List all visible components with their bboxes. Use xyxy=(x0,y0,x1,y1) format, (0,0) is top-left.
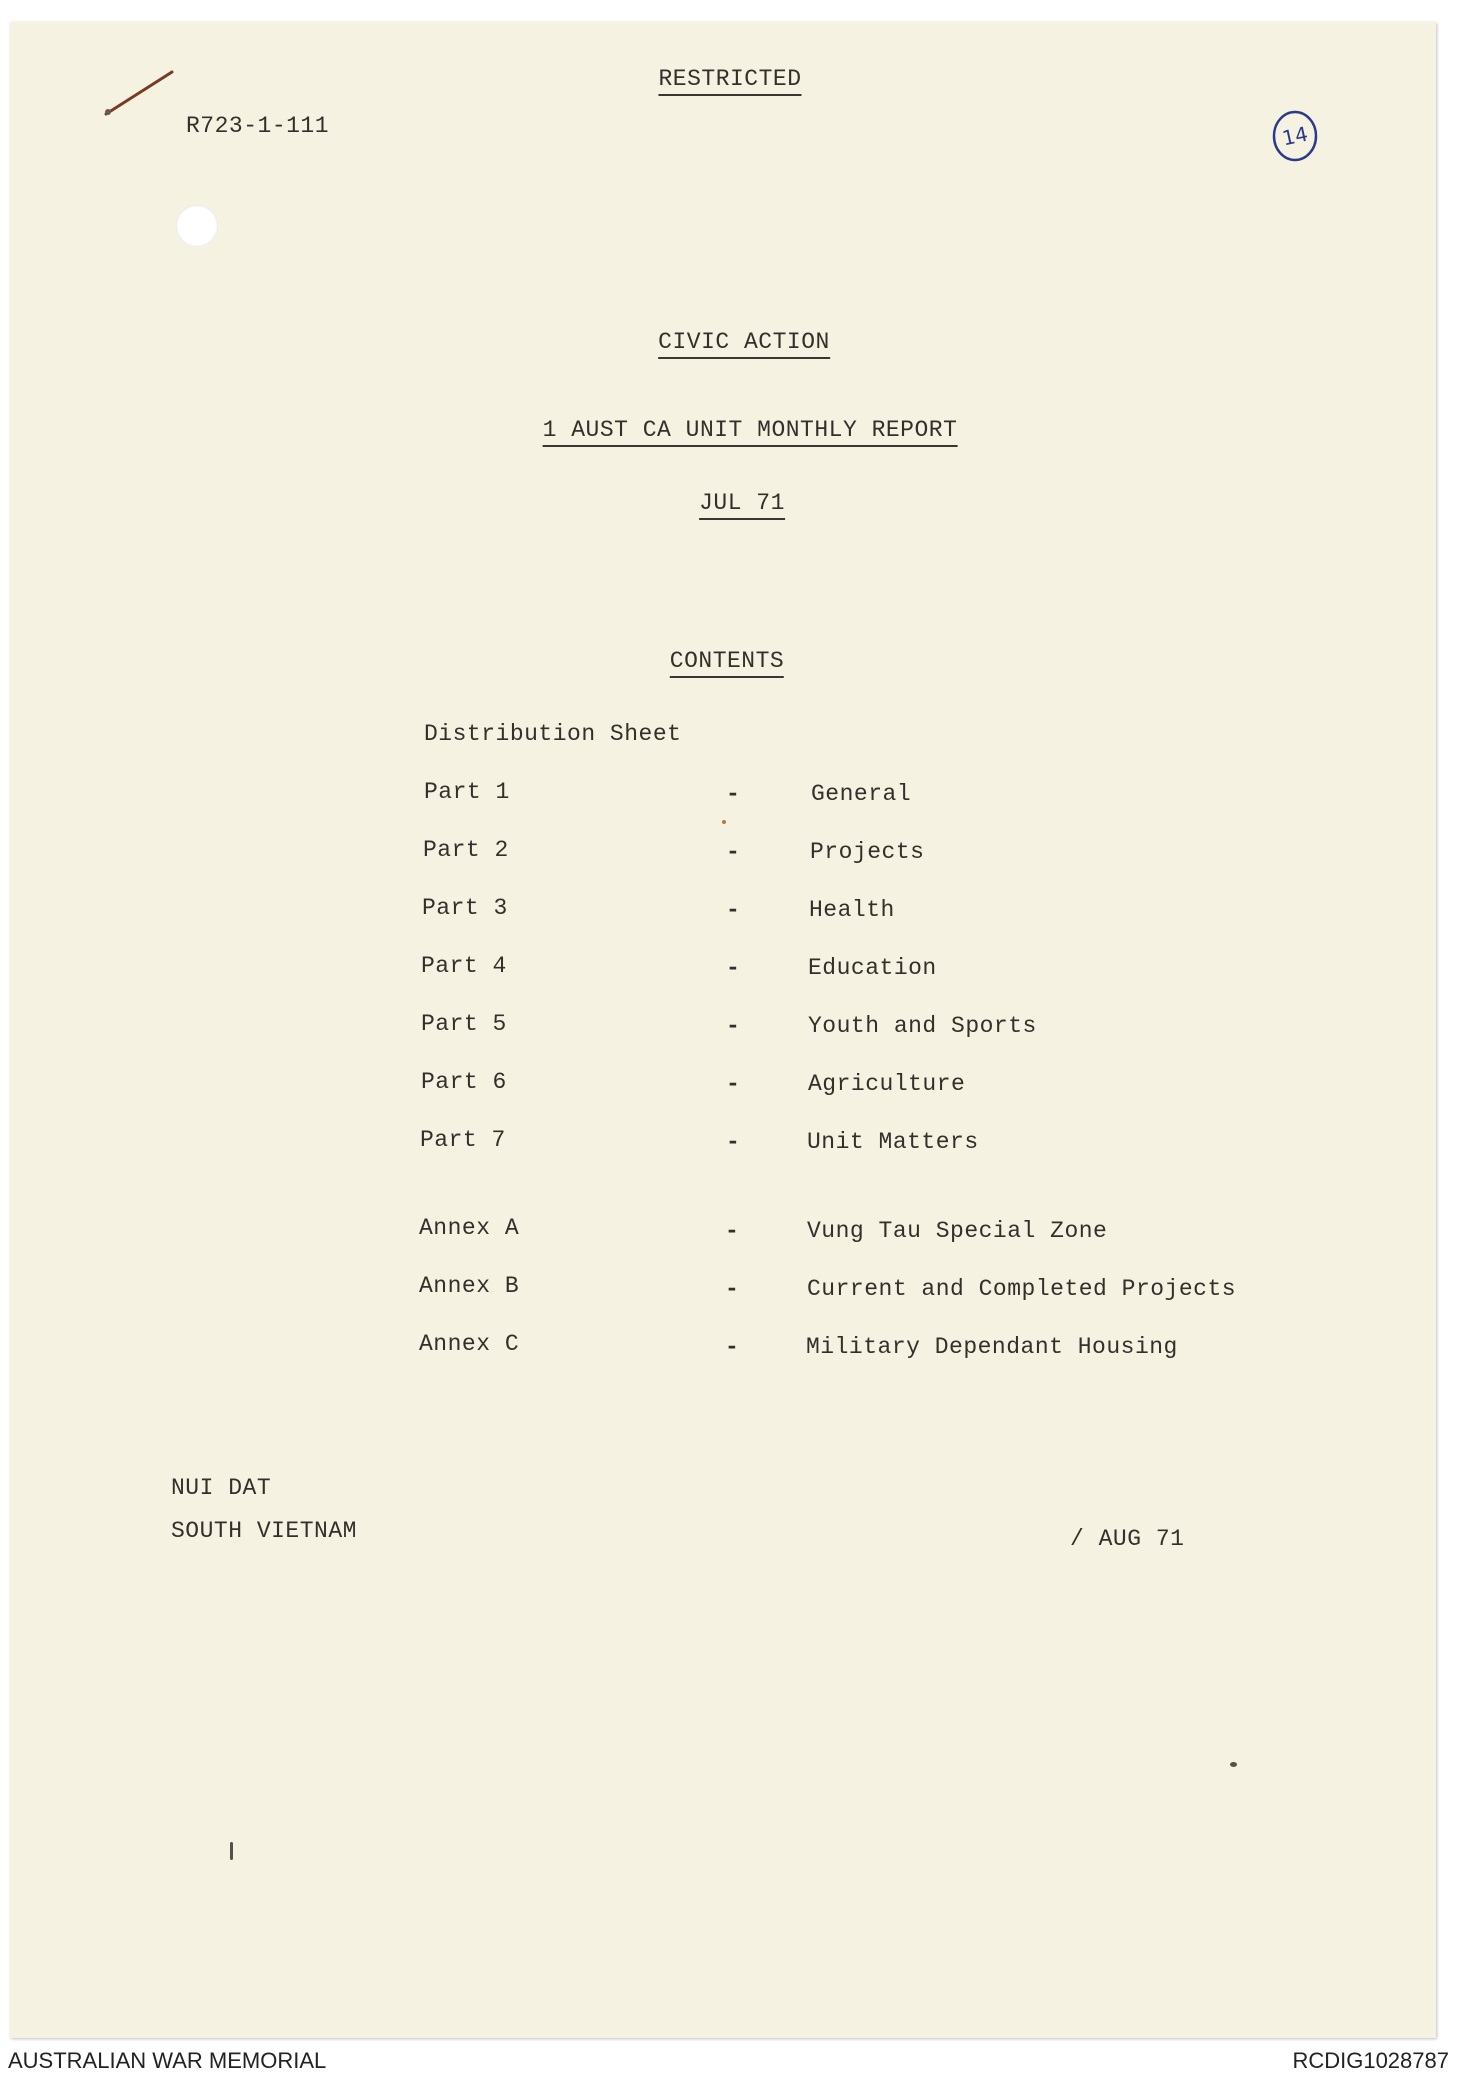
document-date: / AUG 71 xyxy=(1070,1526,1185,1552)
file-reference: R723-1-111 xyxy=(186,113,330,139)
contents-dash: - xyxy=(726,839,741,865)
contents-dash: - xyxy=(726,1071,741,1097)
punch-hole xyxy=(176,205,218,247)
contents-title: Unit Matters xyxy=(807,1129,979,1155)
folio-number: 14 xyxy=(1280,121,1310,151)
contents-item: Part 5 xyxy=(421,1011,507,1037)
distribution-sheet-entry: Distribution Sheet xyxy=(424,721,682,747)
contents-dash: - xyxy=(726,897,741,923)
contents-item: Part 7 xyxy=(420,1127,506,1153)
contents-item: Part 4 xyxy=(421,953,507,979)
contents-dash: - xyxy=(726,1013,741,1039)
staple-mark xyxy=(102,62,182,122)
location-line-2: SOUTH VIETNAM xyxy=(171,1518,357,1544)
contents-dash: - xyxy=(726,955,741,981)
contents-dash: - xyxy=(725,1276,740,1302)
contents-title: Health xyxy=(809,897,895,923)
contents-dash: - xyxy=(726,781,741,807)
folio-number-circle xyxy=(1272,110,1318,162)
ink-speck xyxy=(1230,1762,1237,1767)
contents-item: Part 3 xyxy=(422,895,508,921)
ink-mark xyxy=(230,1842,233,1860)
contents-item: Part 1 xyxy=(424,779,510,805)
document-page xyxy=(10,22,1436,2038)
contents-item: Part 6 xyxy=(421,1069,507,1095)
contents-item: Part 2 xyxy=(423,837,509,863)
contents-heading: CONTENTS xyxy=(670,648,784,678)
location-line-1: NUI DAT xyxy=(171,1475,272,1501)
contents-title: Current and Completed Projects xyxy=(807,1276,1237,1302)
document-title: CIVIC ACTION xyxy=(658,329,830,359)
document-subtitle: 1 AUST CA UNIT MONTHLY REPORT xyxy=(543,417,958,447)
contents-title: General xyxy=(811,781,912,807)
footer-reference: RCDIG1028787 xyxy=(1292,2048,1449,2073)
contents-title: Projects xyxy=(810,839,925,865)
contents-item: Annex B xyxy=(419,1273,520,1299)
report-period: JUL 71 xyxy=(699,490,785,520)
contents-dash: - xyxy=(726,1129,741,1155)
contents-dash: - xyxy=(725,1334,740,1360)
contents-dash: - xyxy=(725,1218,740,1244)
contents-title: Vung Tau Special Zone xyxy=(807,1218,1108,1244)
ink-speck xyxy=(722,820,726,824)
contents-title: Youth and Sports xyxy=(808,1013,1037,1039)
classification-marking: RESTRICTED xyxy=(658,66,801,96)
contents-item: Annex C xyxy=(419,1331,520,1357)
footer-source: AUSTRALIAN WAR MEMORIAL xyxy=(8,2048,327,2073)
contents-item: Annex A xyxy=(419,1215,520,1241)
contents-title: Agriculture xyxy=(808,1071,966,1097)
contents-title: Education xyxy=(808,955,937,981)
contents-title: Military Dependant Housing xyxy=(806,1334,1178,1360)
